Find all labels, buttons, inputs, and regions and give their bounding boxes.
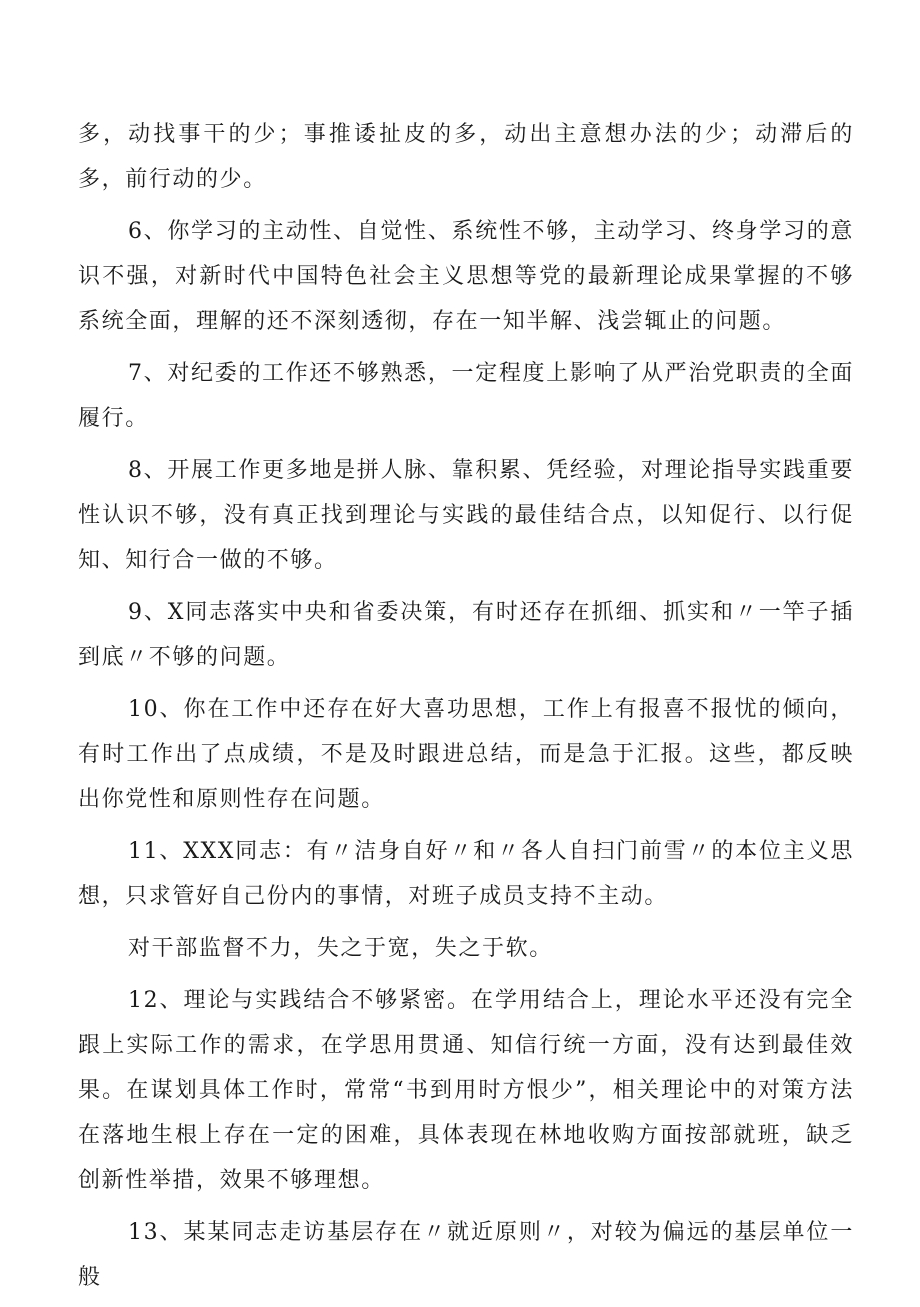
document-body [78, 112, 854, 1307]
paragraph-item-12: 12、理论与实践结合不够紧密。在学用结合上，理论水平还没有完全跟上实际工作的需求，在学思用贯通、知信行统一方面，没有达到最佳效果。在谋划具体工作时，常常“书到用时方恨少”，相关理论中的对策方法在落地生根上存在一定的困难，具体表现在林地收购方面按部就班，缺乏创新性举措，效果不够理想。 [78, 988, 854, 1193]
paragraph-item-11: 11、XXX同志：有〃洁身自好〃和〃各人自扫门前雪〃的本位主义思想，只求管好自己份内的事情，对班子成员支持不主动。 [78, 839, 854, 909]
paragraph-supervision-note: 对干部监督不力，失之于宽，失之于软。 [128, 936, 553, 961]
paragraph-item-7: 7、对纪委的工作还不够熟悉，一定程度上影响了从严治党职责的全面履行。 [78, 361, 854, 431]
paragraph-item-8: 8、开展工作更多地是拼人脉、靠积累、凭经验，对理论指导实践重要性认识不够，没有真正找到理论与实践的最佳结合点，以知促行、以行促知、知行合一做的不够。 [78, 458, 854, 573]
paragraph-item-10: 10、你在工作中还存在好大喜功思想，工作上有报喜不报忧的倾向，有时工作出了点成绩，不是及时跟进总结，而是急于汇报。这些，都反映出你党性和原则性存在问题。 [78, 697, 854, 812]
paragraph-item-9: 9、X同志落实中央和省委决策，有时还存在抓细、抓实和〃一竿子插到底〃不够的问题。 [78, 600, 854, 670]
paragraph-continuation: 多，动找事干的少；事推诿扯皮的多，动出主意想办法的少；动滞后的多，前行动的少。 [78, 122, 854, 192]
paragraph-item-6: 6、你学习的主动性、自觉性、系统性不够，主动学习、终身学习的意识不强，对新时代中国特色社会主义思想等党的最新理论成果掌握的不够系统全面，理解的还不深刻透彻，存在一知半解、浅尝辄止的问题。 [78, 219, 854, 334]
paragraph-item-13: 13、某某同志走访基层存在〃就近原则〃，对较为偏远的基层单位一般 [78, 1220, 854, 1290]
